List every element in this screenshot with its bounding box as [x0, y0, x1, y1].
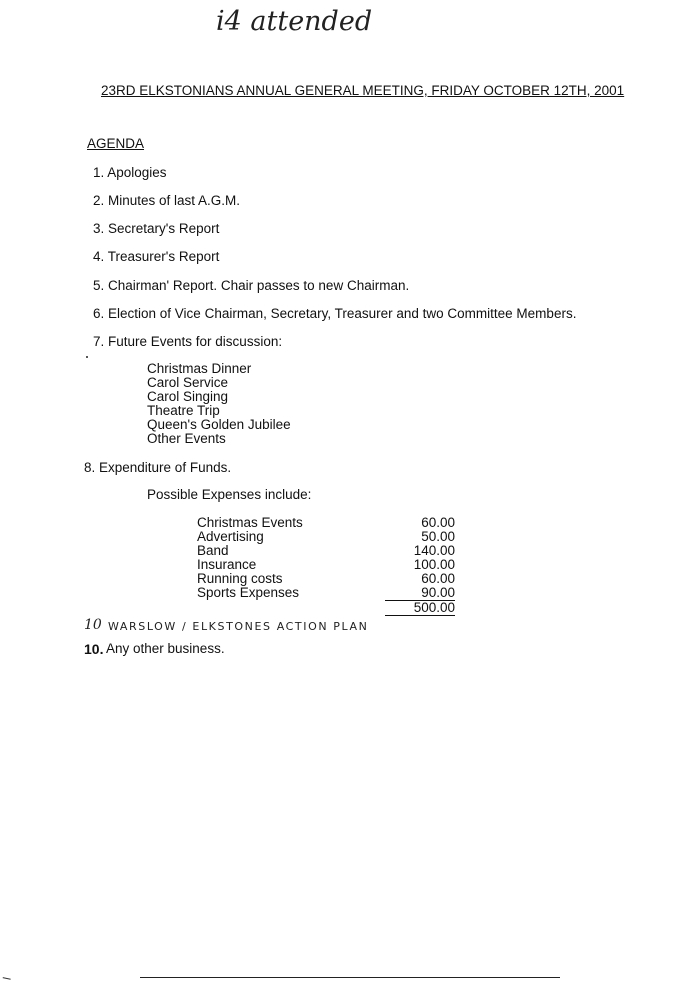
expense-label: Christmas Events: [197, 515, 303, 530]
future-event: Christmas Dinner: [147, 361, 252, 376]
agenda-item-secretary-report: 3. Secretary's Report: [93, 221, 220, 236]
agenda-heading: AGENDA: [87, 136, 145, 151]
agenda-item-chairman-report: 5. Chairman' Report. Chair passes to new Chairman.: [93, 278, 410, 293]
agenda-item-expenditure: 8. Expenditure of Funds.: [84, 460, 232, 475]
expenses-total: 500.00: [385, 600, 455, 616]
expense-label: Band: [197, 543, 229, 558]
scan-edge-line: [140, 977, 560, 978]
handwritten-attendance-note: i4 attended: [216, 6, 373, 37]
future-event: Carol Service: [147, 375, 229, 390]
expense-label: Insurance: [197, 557, 257, 572]
handwritten-action-plan-note: WARSLOW / ELKSTONES ACTION PLAN: [108, 620, 369, 633]
agenda-item-treasurer-report: 4. Treasurer's Report: [93, 249, 220, 264]
future-event: Other Events: [147, 431, 226, 446]
agenda-item-any-other-business: Any other business.: [106, 641, 225, 656]
expenses-intro: Possible Expenses include:: [147, 487, 312, 502]
expense-amount: 90.00: [385, 585, 455, 601]
meeting-title: 23RD ELKSTONIANS ANNUAL GENERAL MEETING, FRIDAY OCTOBER 12TH, 2001: [101, 83, 625, 98]
expense-amount: 60.00: [421, 571, 455, 586]
expense-amount: 140.00: [413, 543, 455, 558]
future-event: Theatre Trip: [147, 403, 220, 418]
expense-amount: 60.00: [421, 515, 455, 530]
future-event: Carol Singing: [147, 389, 229, 404]
agenda-item-future-events: 7. Future Events for discussion:: [93, 334, 283, 349]
future-event: Queen's Golden Jubilee: [147, 417, 291, 432]
expense-label: Sports Expenses: [197, 585, 300, 600]
scan-corner-mark: [3, 974, 12, 980]
agenda-item-number-corrected: 10.: [84, 641, 104, 657]
expense-label: Advertising: [197, 529, 264, 544]
agenda-item-apologies: 1. Apologies: [93, 165, 167, 180]
expense-amount: 50.00: [421, 529, 455, 544]
stray-dot-mark: [86, 356, 88, 358]
expense-amount: 100.00: [413, 557, 455, 572]
agenda-item-election: 6. Election of Vice Chairman, Secretary, Treasurer and two Committee Members.: [93, 306, 577, 321]
expense-label: Running costs: [197, 571, 283, 586]
agenda-item-minutes: 2. Minutes of last A.G.M.: [93, 193, 241, 208]
handwritten-item-number: 10: [84, 617, 102, 633]
